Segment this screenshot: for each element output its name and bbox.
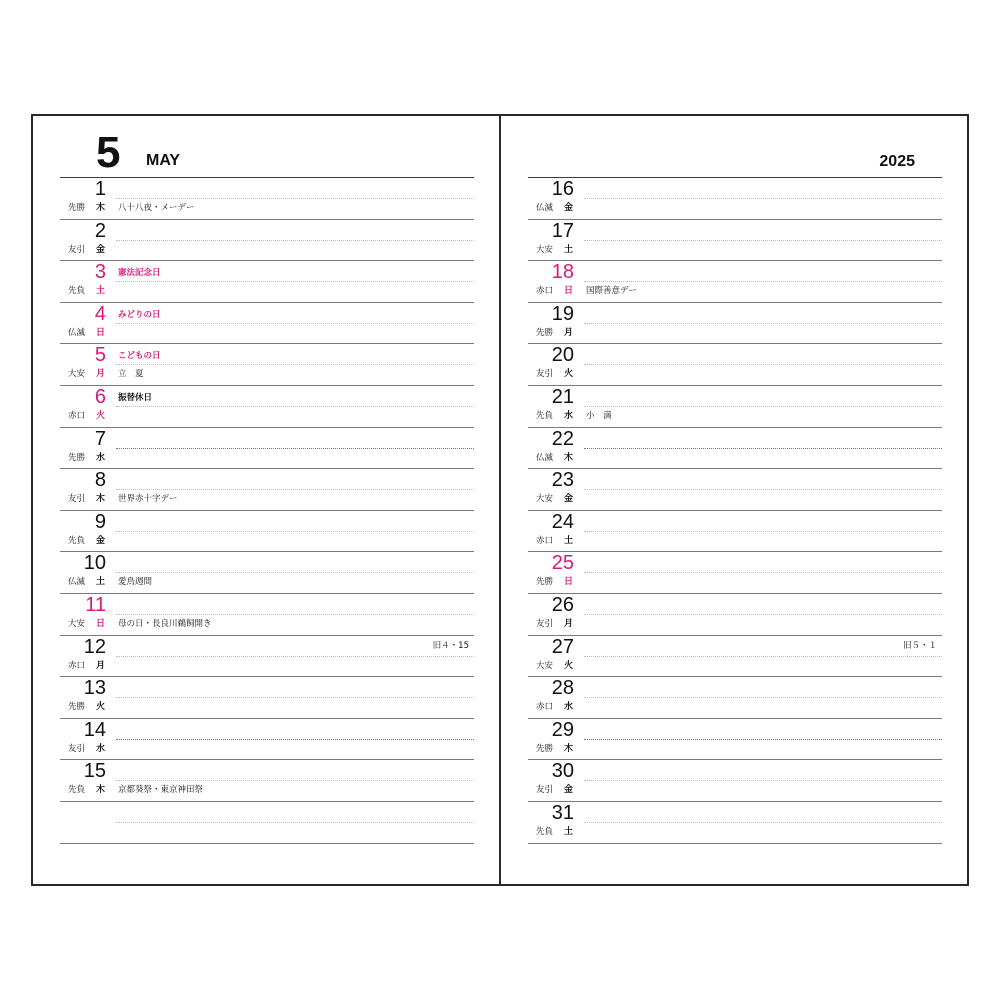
event-label: 世界赤十字デー (118, 494, 178, 505)
day-number: 19 (551, 302, 574, 325)
day-row[interactable] (60, 552, 474, 594)
day-row[interactable] (60, 303, 474, 345)
writing-line (116, 489, 474, 490)
rokuyo-label: 先勝 (536, 327, 554, 338)
writing-line (116, 364, 474, 365)
weekday-label: 金 (96, 244, 106, 255)
rokuyo-label: 仏滅 (536, 452, 554, 463)
writing-line (584, 406, 942, 407)
day-number: 13 (83, 677, 106, 700)
weekday-label: 水 (564, 410, 574, 421)
rokuyo-label: 大安 (68, 369, 86, 380)
event-label: 母の日・長良川鵜飼開き (118, 618, 212, 629)
day-row[interactable] (528, 220, 942, 262)
day-number: 16 (551, 178, 574, 200)
rokuyo-label: 仏滅 (68, 327, 86, 338)
day-number: 2 (94, 219, 106, 242)
day-number: 6 (94, 385, 106, 408)
day-number: 25 (551, 552, 574, 575)
weekday-label: 火 (96, 410, 106, 421)
weekday-label: 金 (564, 785, 574, 796)
rokuyo-label: 友引 (68, 743, 86, 754)
day-row[interactable] (528, 719, 942, 761)
event-label: 小 満 (586, 410, 612, 421)
weekday-label: 火 (564, 660, 574, 671)
year-label: 2025 (879, 153, 915, 170)
day-row[interactable] (528, 469, 942, 511)
binding-spine (499, 116, 501, 884)
day-row[interactable] (528, 511, 942, 553)
weekday-label: 水 (564, 702, 574, 713)
day-number: 7 (94, 427, 106, 450)
weekday-label: 火 (564, 369, 574, 380)
writing-line (584, 572, 942, 573)
planner-spread (31, 114, 969, 886)
day-row[interactable] (60, 344, 474, 386)
holiday-label: 憲法記念日 (118, 268, 161, 279)
day-number: 5 (94, 344, 106, 367)
day-row[interactable] (60, 636, 474, 678)
day-number: 21 (551, 385, 574, 408)
writing-line (116, 656, 474, 657)
event-label: 立 夏 (118, 369, 144, 380)
left-day-list (60, 177, 474, 844)
writing-line (584, 656, 942, 657)
writing-line (116, 572, 474, 573)
rokuyo-label: 友引 (536, 369, 554, 380)
rokuyo-label: 仏滅 (536, 203, 554, 213)
rokuyo-label: 大安 (68, 618, 86, 629)
day-number: 15 (83, 760, 106, 783)
day-row[interactable] (60, 719, 474, 761)
rokuyo-label: 赤口 (68, 660, 86, 671)
day-number: 31 (551, 801, 574, 824)
day-row[interactable] (528, 594, 942, 636)
writing-line (584, 697, 942, 698)
writing-line (584, 489, 942, 490)
writing-line (584, 614, 942, 615)
right-page (528, 116, 942, 884)
day-row[interactable] (60, 760, 474, 802)
weekday-label: 金 (96, 535, 106, 546)
weekday-label: 木 (96, 785, 106, 796)
weekday-label: 日 (564, 286, 574, 297)
weekday-label: 日 (564, 577, 574, 588)
lunar-date: 旧４・15 (432, 640, 469, 651)
event-label: 愛鳥週間 (118, 577, 153, 588)
day-row[interactable] (60, 178, 474, 220)
day-number: 3 (94, 261, 106, 284)
rokuyo-label: 先勝 (536, 743, 554, 754)
rokuyo-label: 仏滅 (68, 577, 86, 588)
day-number: 17 (551, 219, 574, 242)
holiday-label: みどりの日 (118, 309, 161, 320)
event-label: 国際善意デー (586, 286, 638, 297)
day-number: 14 (83, 718, 106, 741)
month-number: 5 (96, 128, 120, 177)
day-row[interactable] (528, 760, 942, 802)
left-page (60, 116, 474, 884)
rokuyo-label: 大安 (536, 244, 554, 255)
weekday-label: 土 (564, 244, 574, 255)
writing-line (584, 198, 942, 199)
rokuyo-label: 友引 (536, 618, 554, 629)
day-number: 27 (551, 635, 574, 658)
writing-line (116, 406, 474, 407)
writing-line (584, 780, 942, 781)
writing-line (584, 364, 942, 365)
weekday-label: 木 (564, 743, 574, 754)
day-row[interactable] (528, 802, 942, 844)
weekday-label: 土 (96, 286, 106, 297)
rokuyo-label: 先負 (536, 410, 554, 421)
right-day-list (528, 177, 942, 844)
rokuyo-label: 先負 (68, 785, 86, 796)
weekday-label: 日 (96, 327, 106, 338)
day-number: 12 (83, 635, 106, 658)
rokuyo-label: 先勝 (68, 452, 86, 463)
rokuyo-label: 先負 (68, 535, 86, 546)
day-number: 22 (551, 427, 574, 450)
writing-line (116, 448, 474, 449)
rokuyo-label: 赤口 (536, 702, 554, 713)
day-row[interactable] (528, 178, 942, 220)
rokuyo-label: 先負 (68, 286, 86, 297)
weekday-label: 土 (96, 577, 106, 588)
weekday-label: 月 (564, 618, 574, 629)
weekday-label: 金 (564, 494, 574, 505)
writing-line (584, 448, 942, 449)
event-label: 八十八夜・メーデー (118, 203, 195, 213)
day-number: 30 (551, 760, 574, 783)
weekday-label: 水 (96, 743, 106, 754)
writing-line (584, 822, 942, 823)
day-number: 24 (551, 510, 574, 533)
rokuyo-label: 友引 (68, 244, 86, 255)
day-row[interactable] (60, 428, 474, 470)
weekday-label: 日 (96, 618, 106, 629)
rokuyo-label: 友引 (68, 494, 86, 505)
day-number: 8 (94, 469, 106, 492)
writing-line (584, 739, 942, 740)
weekday-label: 土 (564, 535, 574, 546)
rokuyo-label: 先勝 (68, 702, 86, 713)
month-name: MAY (146, 152, 181, 169)
day-row[interactable] (528, 261, 942, 303)
writing-line (584, 323, 942, 324)
day-row[interactable] (528, 386, 942, 428)
writing-line (116, 697, 474, 698)
day-row[interactable] (60, 802, 474, 844)
day-number: 26 (551, 593, 574, 616)
day-number: 23 (551, 469, 574, 492)
rokuyo-label: 大安 (536, 660, 554, 671)
day-number: 4 (94, 302, 106, 325)
writing-line (584, 531, 942, 532)
rokuyo-label: 先負 (536, 826, 554, 837)
day-row[interactable] (528, 552, 942, 594)
day-number: 28 (551, 677, 574, 700)
writing-line (116, 323, 474, 324)
day-number: 18 (551, 261, 574, 284)
writing-line (116, 240, 474, 241)
day-row[interactable] (528, 428, 942, 470)
writing-line (116, 281, 474, 282)
day-row[interactable] (528, 677, 942, 719)
lunar-date: 旧５・１ (902, 640, 937, 651)
weekday-label: 土 (564, 826, 574, 837)
day-row[interactable] (528, 303, 942, 345)
day-number: 1 (94, 178, 106, 200)
writing-line (116, 739, 474, 740)
event-label: 京都葵祭・東京神田祭 (118, 785, 204, 796)
day-row[interactable] (60, 594, 474, 636)
rokuyo-label: 赤口 (536, 286, 554, 297)
weekday-label: 木 (96, 494, 106, 505)
day-number: 9 (94, 510, 106, 533)
weekday-label: 月 (96, 660, 106, 671)
weekday-label: 木 (564, 452, 574, 463)
rokuyo-label: 先勝 (536, 577, 554, 588)
weekday-label: 金 (564, 203, 574, 213)
writing-line (584, 240, 942, 241)
day-number: 20 (551, 344, 574, 367)
holiday-label: こどもの日 (118, 351, 161, 362)
rokuyo-label: 赤口 (68, 410, 86, 421)
writing-line (116, 822, 474, 823)
rokuyo-label: 先勝 (68, 203, 86, 213)
day-row[interactable] (60, 677, 474, 719)
day-row[interactable] (528, 344, 942, 386)
writing-line (116, 531, 474, 532)
day-row[interactable] (60, 386, 474, 428)
writing-line (116, 614, 474, 615)
day-row[interactable] (60, 469, 474, 511)
writing-line (116, 780, 474, 781)
day-number: 11 (85, 593, 106, 616)
rokuyo-label: 大安 (536, 494, 554, 505)
day-row[interactable] (60, 511, 474, 553)
day-row[interactable] (528, 636, 942, 678)
weekday-label: 月 (564, 327, 574, 338)
rokuyo-label: 友引 (536, 785, 554, 796)
day-row[interactable] (60, 261, 474, 303)
day-number: 10 (83, 552, 106, 575)
weekday-label: 火 (96, 702, 106, 713)
writing-line (116, 198, 474, 199)
writing-line (584, 281, 942, 282)
weekday-label: 木 (96, 203, 106, 213)
rokuyo-label: 赤口 (536, 535, 554, 546)
day-number: 29 (551, 718, 574, 741)
weekday-label: 水 (96, 452, 106, 463)
day-row[interactable] (60, 220, 474, 262)
holiday-label: 振替休日 (118, 392, 153, 403)
weekday-label: 月 (96, 369, 106, 380)
